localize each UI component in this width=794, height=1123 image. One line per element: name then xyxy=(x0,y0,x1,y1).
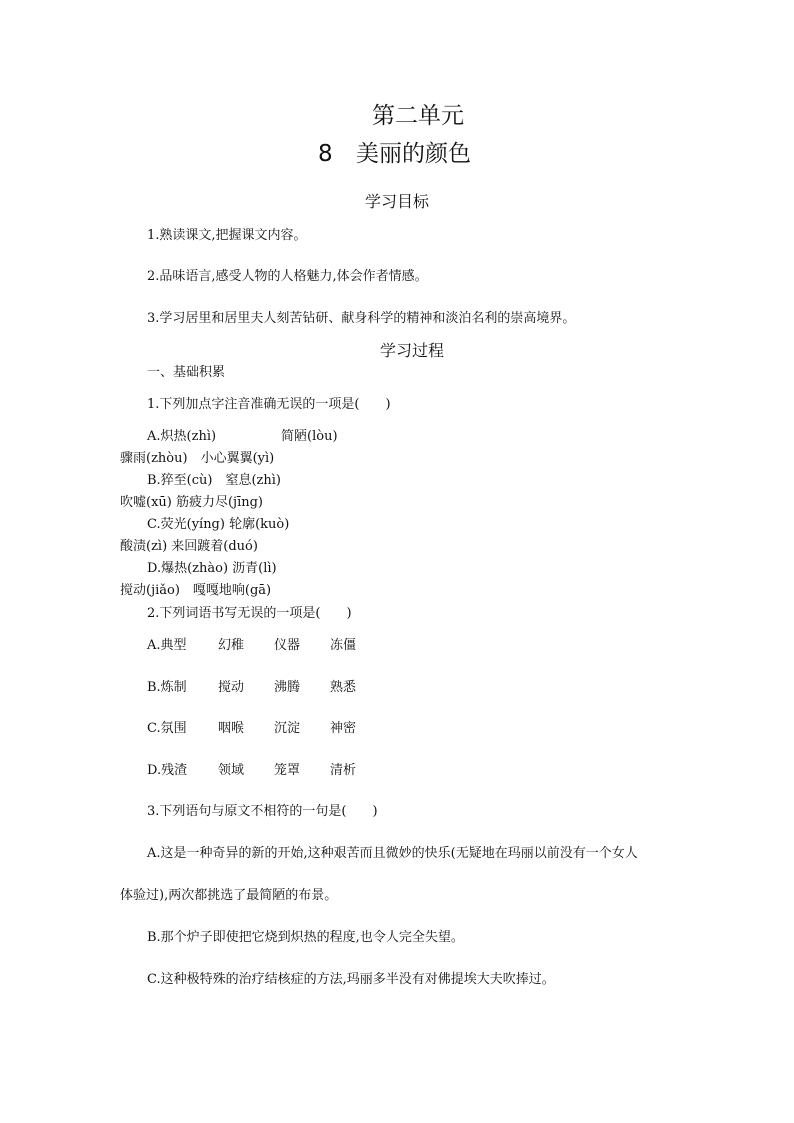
objectives-heading: 学习目标 xyxy=(365,192,430,211)
q3-stem: 3.下列语句与原文不相符的一句是( ) xyxy=(147,804,378,819)
lesson-number: 8 xyxy=(318,141,333,167)
q3-option-c: C.这种极特殊的治疗结核症的方法,玛丽多半没有对佛提埃大夫吹捧过。 xyxy=(147,972,555,987)
q3-option-a-line2: 体验过),两次都挑选了最简陋的布景。 xyxy=(120,888,338,903)
q1-option-d-line2: 搅动(jiǎo) 嘎嘎地响(gā) xyxy=(120,583,272,598)
q1-option-a-line2: 骤雨(zhòu) 小心翼翼(yì) xyxy=(120,451,275,466)
q2-word: 冻僵 xyxy=(330,638,357,653)
q1-option-d-line1: D.爆热(zhào) 沥青(lì) xyxy=(147,561,277,576)
objective-item: 3.学习居里和居里夫人刻苦钻研、献身科学的精神和淡泊名利的崇高境界。 xyxy=(147,311,576,326)
q2-word: 熟悉 xyxy=(330,680,357,695)
q2-word: 幻稚 xyxy=(218,638,245,653)
q3-option-b: B.那个炉子即使把它烧到炽热的程度,也令人完全失望。 xyxy=(147,930,464,945)
part1-heading: 一、基础积累 xyxy=(147,365,226,380)
q2-stem: 2.下列词语书写无误的一项是( ) xyxy=(147,606,352,621)
lesson-title: 美丽的颜色 xyxy=(356,141,471,167)
q1-option-c-line1: C.荧光(yíng) 轮廓(kuò) xyxy=(147,517,290,532)
q2-word: 领域 xyxy=(218,763,245,778)
unit-title: 第二单元 xyxy=(372,103,464,129)
q2-word: 笼罩 xyxy=(274,763,301,778)
q2-word: 清析 xyxy=(330,763,357,778)
q2-word: A.典型 xyxy=(147,638,187,653)
q2-word: D.残渣 xyxy=(147,763,188,778)
q1-stem: 1.下列加点字注音准确无误的一项是( ) xyxy=(147,397,391,412)
objective-item: 2.品味语言,感受人物的人格魅力,体会作者情感。 xyxy=(147,269,428,284)
q1-option-b-line1: B.猝至(cù) 窒息(zhì) xyxy=(147,473,282,488)
q2-word: B.炼制 xyxy=(147,680,187,695)
q2-word: 搅动 xyxy=(218,680,245,695)
q2-word: C.氛围 xyxy=(147,721,187,736)
q1-option-c-line2: 酸渍(zì) 来回踱着(duó) xyxy=(120,539,258,554)
objective-item: 1.熟读课文,把握课文内容。 xyxy=(147,228,307,243)
q1-option-a-line1: A.炽热(zhì) 简陋(lòu) xyxy=(147,429,338,444)
q3-option-a-line1: A.这是一种奇异的新的开始,这种艰苦而且微妙的快乐(无疑地在玛丽以前没有一个女人 xyxy=(147,846,638,861)
q2-word: 仪器 xyxy=(274,638,301,653)
process-heading: 学习过程 xyxy=(380,341,445,360)
q2-word: 沸腾 xyxy=(274,680,301,695)
q1-option-b-line2: 吹嘘(xū) 筋疲力尽(jīng) xyxy=(120,495,264,510)
q2-word: 神密 xyxy=(330,721,357,736)
q2-word: 咽喉 xyxy=(218,721,245,736)
q2-word: 沉淀 xyxy=(274,721,301,736)
